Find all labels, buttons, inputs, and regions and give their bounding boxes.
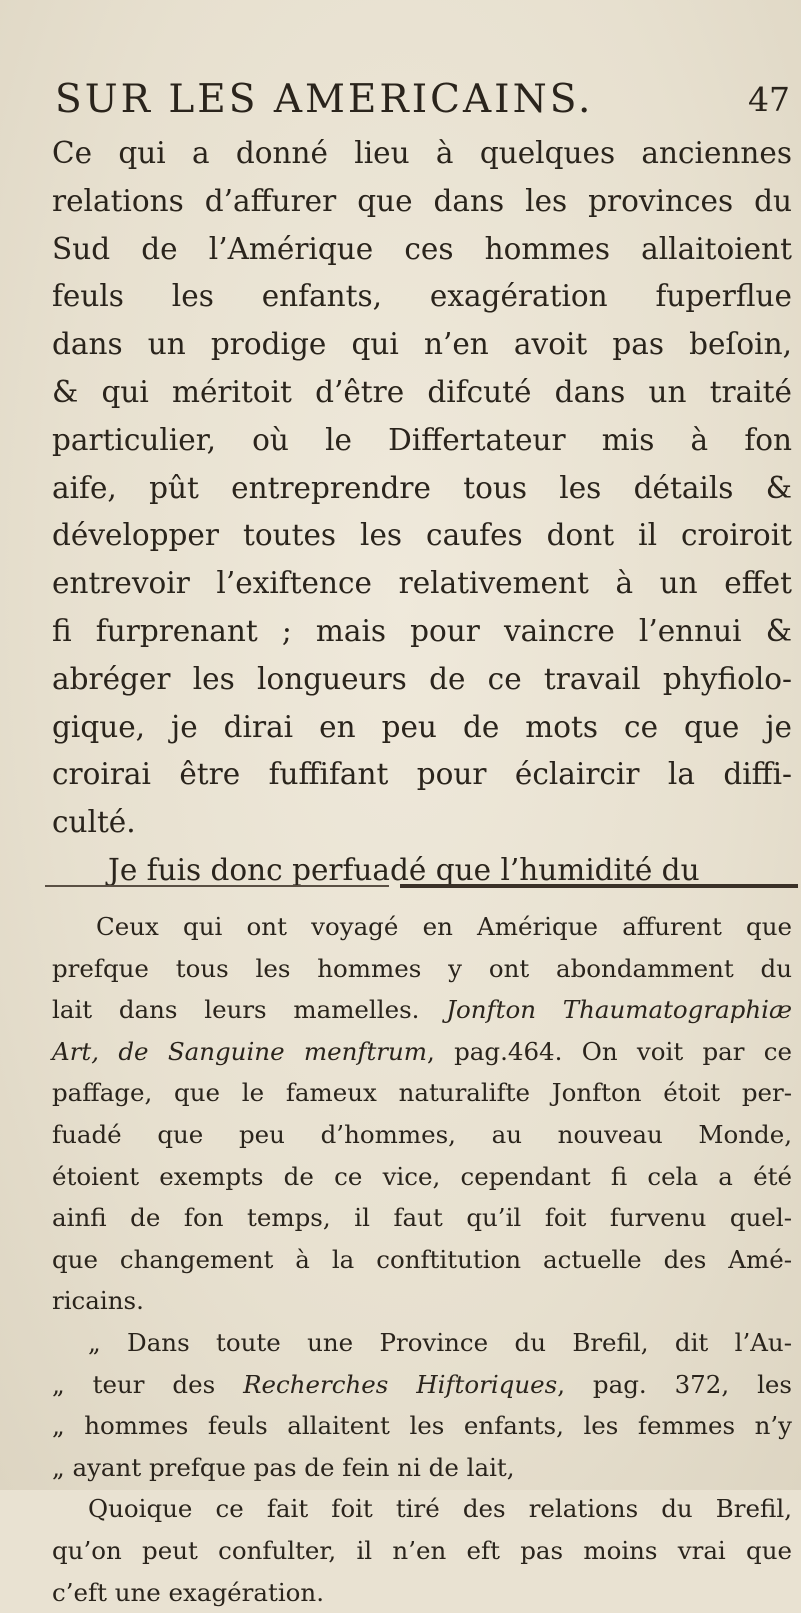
footnote-line: „ hommes feuls allaitent les enfants, les femmes n’y bbox=[52, 1405, 792, 1447]
footnote-line bbox=[52, 1364, 792, 1406]
footnote-text: „ teur des bbox=[52, 1370, 243, 1399]
footnote-line: étoient exempts de ce vice, cependant fi cela a été bbox=[52, 1156, 792, 1198]
running-head bbox=[55, 72, 795, 128]
text-line: abréger les longueurs de ce travail phyfiolo- bbox=[52, 656, 792, 704]
footnote-line: que changement à la conftitution actuelle des Amé- bbox=[52, 1239, 792, 1281]
text-line: culté. bbox=[52, 799, 792, 847]
rule-thick-segment bbox=[400, 884, 798, 888]
footnote-line: Ceux qui ont voyagé en Amérique affurent que bbox=[52, 906, 792, 948]
citation-title: Jonfton Thaumatographiæ bbox=[446, 995, 792, 1024]
footnote-line: „ ayant prefque pas de fein ni de lait, bbox=[52, 1447, 792, 1489]
text-line: dans un prodige qui n’en avoit pas beſoin, bbox=[52, 321, 792, 369]
text-line: entrevoir l’exiftence relativement à un effet bbox=[52, 560, 792, 608]
text-line: développer toutes les caufes dont il croiroit bbox=[52, 512, 792, 560]
footnote bbox=[52, 906, 792, 1613]
footnote-line: ricains. bbox=[52, 1280, 792, 1322]
citation-title: Recherches Hiftoriques bbox=[243, 1370, 557, 1399]
footnote-text: , pag. 372, les bbox=[557, 1370, 792, 1399]
citation-title: Art, de Sanguine menftrum bbox=[52, 1037, 427, 1066]
footnote-line: c’eft une exagération. bbox=[52, 1572, 792, 1613]
text-line: Sud de l’Amérique ces hommes allaitoient bbox=[52, 226, 792, 274]
text-line: croirai être fuffifant pour éclaircir la diffi- bbox=[52, 751, 792, 799]
rule-thin-segment bbox=[45, 885, 389, 887]
footnote-line bbox=[52, 1031, 792, 1073]
text-line: feuls les enfants, exagération fuperflue bbox=[52, 273, 792, 321]
text-line: Je fuis donc perfuadé que l’humidité du bbox=[52, 847, 792, 895]
footnote-line: paffage, que le fameux naturalifte Jonfton étoit per- bbox=[52, 1072, 792, 1114]
text-line: gique, je dirai en peu de mots ce que je bbox=[52, 704, 792, 752]
footnote-line: Quoique ce fait foit tiré des relations du Brefil, bbox=[52, 1488, 792, 1530]
main-text bbox=[52, 130, 792, 895]
page-number: 47 bbox=[748, 72, 790, 128]
footnote-line: ainfi de fon temps, il faut qu’il foit furvenu quel- bbox=[52, 1197, 792, 1239]
footnote-text: lait dans leurs mamelles. bbox=[52, 995, 446, 1024]
text-line: particulier, où le Differtateur mis à fon bbox=[52, 417, 792, 465]
text-line: relations d’affurer que dans les provinces du bbox=[52, 178, 792, 226]
footnote-line: fuadé que peu d’hommes, au nouveau Monde, bbox=[52, 1114, 792, 1156]
text-line: aife, pût entreprendre tous les détails & bbox=[52, 465, 792, 513]
running-title: SUR LES AMERICAINS. bbox=[55, 72, 593, 128]
text-line: fi furprenant ; mais pour vaincre l’ennui & bbox=[52, 608, 792, 656]
footnote-line: prefque tous les hommes y ont abondamment du bbox=[52, 948, 792, 990]
footnote-line: „ Dans toute une Province du Brefil, dit l’Au- bbox=[52, 1322, 792, 1364]
text-line: Ce qui a donné lieu à quelques anciennes bbox=[52, 130, 792, 178]
footnote-text: , pag.464. On voit par ce bbox=[427, 1037, 792, 1066]
footnote-line: qu’on peut confulter, il n’en eft pas moins vrai que bbox=[52, 1530, 792, 1572]
footnote-line bbox=[52, 989, 792, 1031]
text-line: & qui méritoit d’être difcuté dans un traité bbox=[52, 369, 792, 417]
